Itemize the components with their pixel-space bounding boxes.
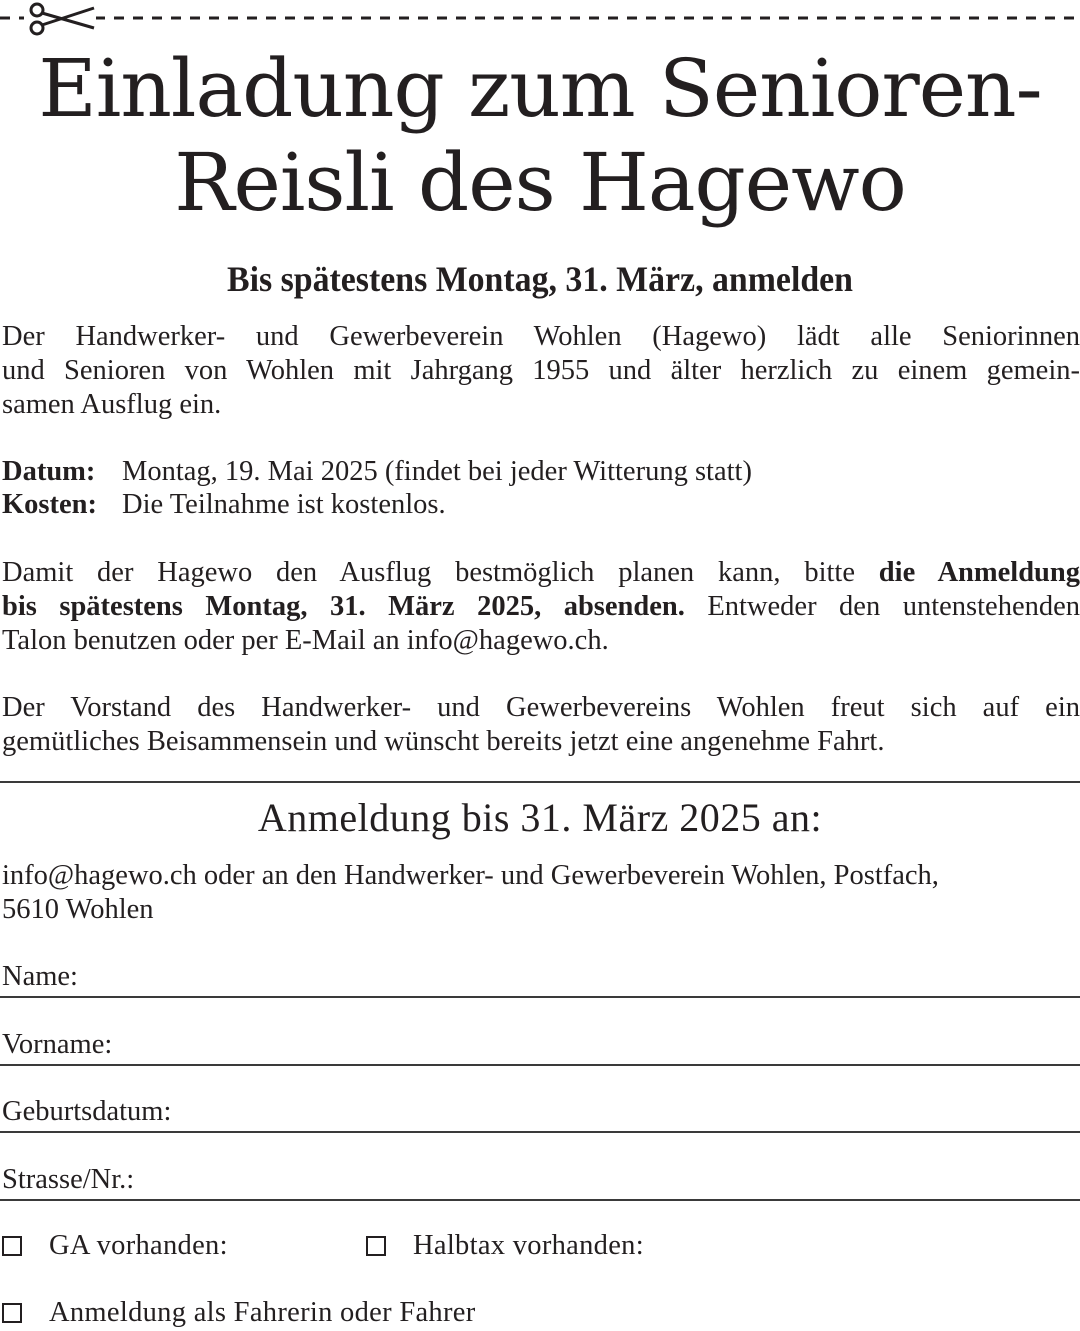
cost-row: [2, 488, 446, 522]
cut-line: [0, 0, 1080, 36]
name-underline: [0, 996, 1080, 998]
cost-value: Die Teilnahme ist kostenlos.: [122, 489, 446, 520]
intro-line: und Senioren von Wohlen mit Jahrgang 1955 und älter herzlich zu einem gemein-: [2, 355, 1080, 386]
cost-label: Kosten:: [2, 489, 97, 520]
vorname-label: Vorname:: [2, 1029, 113, 1060]
ga-checkbox[interactable]: [2, 1236, 22, 1256]
ga-checkbox-row[interactable]: [2, 1228, 228, 1264]
title-line-1: Einladung zum Senioren-: [38, 42, 1042, 135]
date-label: Datum:: [2, 456, 96, 487]
date-row: [2, 455, 752, 489]
intro-line: samen Ausflug ein.: [2, 389, 222, 420]
name-field[interactable]: [0, 954, 1080, 998]
ga-label: GA vorhanden:: [49, 1230, 228, 1261]
geburtsdatum-label: Geburtsdatum:: [2, 1096, 172, 1127]
strasse-underline: [0, 1199, 1080, 1201]
form-address: [2, 859, 1080, 927]
registration-emphasis: die Anmeldung: [878, 557, 1080, 588]
title-line-2: Reisli des Hagewo: [174, 136, 906, 229]
closing-line: Der Vorstand des Handwerker- und Gewerbevereins Wohlen freut sich auf ein: [2, 692, 1080, 723]
geburtsdatum-field[interactable]: [0, 1089, 1080, 1133]
registration-text: Damit der Hagewo den Ausflug bestmöglich planen kann, bitte: [2, 557, 879, 588]
driver-checkbox[interactable]: [2, 1303, 22, 1323]
date-value: Montag, 19. Mai 2025 (findet bei jeder Witterung statt): [122, 456, 752, 487]
intro-line: Der Handwerker- und Gewerbeverein Wohlen (Hagewo) lädt alle Seniorinnen: [2, 321, 1080, 352]
registration-line: [2, 556, 1080, 590]
section-divider: [0, 781, 1080, 783]
geburtsdatum-underline: [0, 1131, 1080, 1133]
subtitle-deadline: Bis spätestens Montag, 31. März, anmelden: [226, 259, 854, 299]
halbtax-checkbox[interactable]: [366, 1236, 386, 1256]
halbtax-checkbox-row[interactable]: [366, 1228, 644, 1264]
registration-paragraph: [2, 556, 1080, 658]
name-label: Name:: [2, 961, 78, 992]
driver-label: Anmeldung als Fahrerin oder Fahrer: [49, 1297, 476, 1328]
registration-deadline-emphasis: bis spätestens Montag, 31. März 2025, absenden.: [2, 591, 685, 622]
driver-checkbox-row[interactable]: [2, 1295, 476, 1331]
vorname-underline: [0, 1064, 1080, 1066]
registration-line: Talon benutzen oder per E-Mail an info@hagewo.ch.: [2, 625, 609, 656]
halbtax-label: Halbtax vorhanden:: [413, 1230, 644, 1261]
strasse-field[interactable]: [0, 1157, 1080, 1201]
closing-line: gemütliches Beisammensein und wünscht bereits jetzt eine angenehme Fahrt.: [2, 726, 885, 757]
vorname-field[interactable]: [0, 1022, 1080, 1066]
strasse-label: Strasse/Nr.:: [2, 1164, 135, 1195]
form-heading: Anmeldung bis 31. März 2025 an:: [257, 795, 823, 840]
address-line: info@hagewo.ch oder an den Handwerker- und Gewerbeverein Wohlen, Postfach,: [2, 860, 939, 891]
registration-text: Entweder den untenstehenden: [684, 591, 1080, 622]
closing-paragraph: [2, 691, 1080, 759]
registration-line: [2, 590, 1080, 624]
intro-paragraph: [2, 320, 1080, 422]
address-line: 5610 Wohlen: [2, 894, 154, 925]
